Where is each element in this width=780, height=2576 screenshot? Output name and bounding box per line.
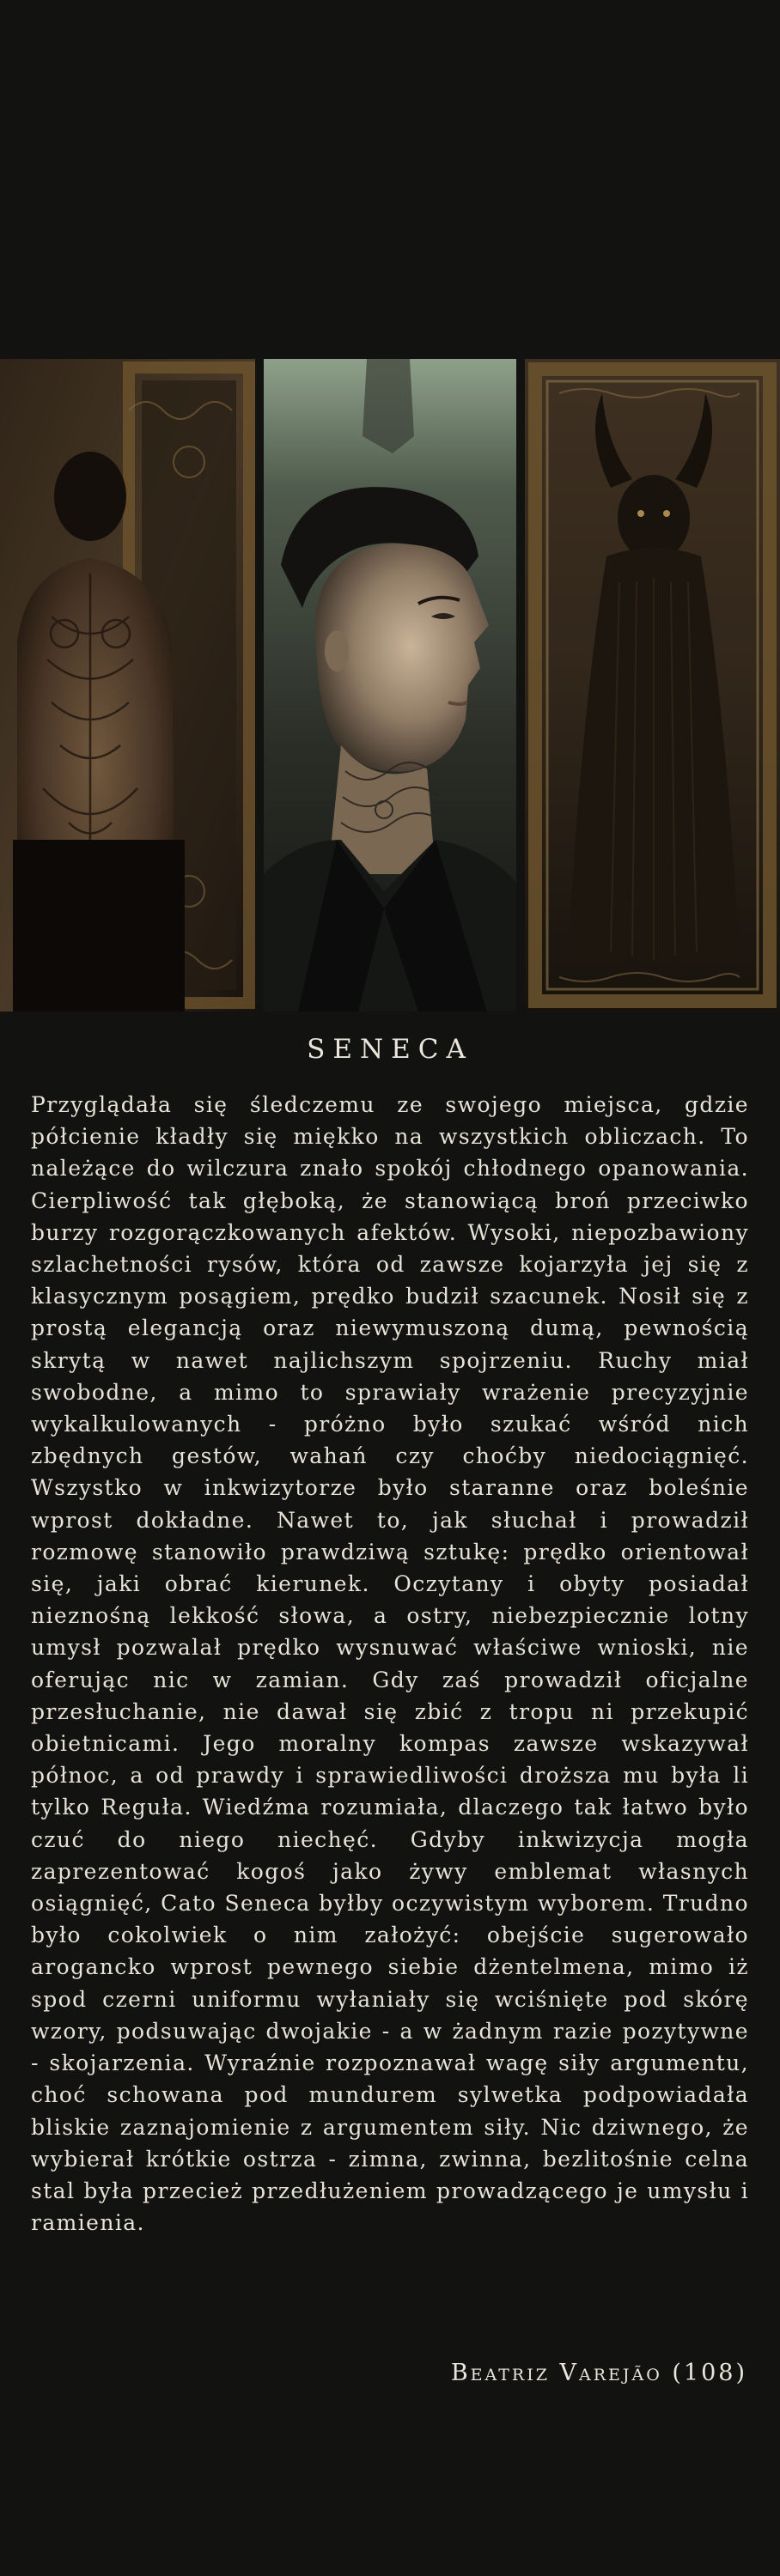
character-description: Przyglądała się śledczemu ze swojego miejsca, gdzie półcienie kładły się miękko na wszystkich obliczach. To należące do wilczura znało spokój chłodnego opanowania. Cierpliwość tak głęboką, że stanowiącą broń przeciwko burzy rozgorączkowanych afektów. Wysoki, niepozbawiony szlachetności rysów, która od zawsze kojarzyła jej się z klasycznym posągiem, prędko budził szacunek. Nosił się z prostą elegancją oraz niewymuszoną dumą, pewnością skrytą w nawet najlichszym spojrzeniu. Ruchy miał swobodne, a mimo to sprawiały wrażenie precyzyjnie wykalkulowanych - próżno było szukać wśród nich zbędnych gestów, wahań czy choćby niedociągnięć. Wszystko w inkwizytorze było staranne oraz boleśnie wprost dokładne. Nawet to, jak słuchał i prowadził rozmowę stanowiło prawdziwą sztukę: prędko orientował się, jaki obrać kierunek. Oczytany i obyty posiadał nieznośną lekkość słowa, a ostry, niebezpiecznie lotny umysł pozwalał prędko wysnuwać właściwe wnioski, nie oferując nic w zamian. Gdy zaś prowadził oficjalne przesłuchanie, nie dawał się zbić z tropu ni przekupić obietnicami. Jego moralny kompas zawsze wskazywał północ, a od prawdy i sprawiedliwości droższa mu była li tylko Reguła. Wiedźma rozumiała, dlaczego tak łatwo było czuć do niego niechęć. Gdyby inkwizycja mogła zaprezentować kogoś jako żywy emblemat własnych osiągnięć, Cato Seneca byłby oczywistym wyborem. Trudno było cokolwiek o nim założyć: obejście sugerowało arogancko wprost pewnego siebie dżentelmena, mimo iż spod czerni uniformu wyłaniały się wciśnięte pod skórę wzory, podsuwając dwojakie - a w żadnym razie pozytywne - skojarzenia. Wyraźnie rozpoznawał wagę siły argumentu, choć schowana pod mundurem sylwetka podpowiadała bliskie zaznajomienie z argumentem siły. Nic dziwnego, że wybierał krótkie ostrza - zimna, zwinna, bezlitośnie celna stal była przecież przedłużeniem prowadzącego je umysłu i ramienia. xyxy=(31,1092,749,2236)
top-empty-space xyxy=(0,0,780,359)
horned-figure-icon xyxy=(525,359,780,1012)
image-triptych xyxy=(0,359,780,1012)
portrait-face-icon xyxy=(264,359,516,1012)
image-panel-middle xyxy=(264,359,516,1012)
portrait-back-icon xyxy=(0,359,255,1012)
image-panel-right xyxy=(525,359,780,1012)
character-title: SENECA xyxy=(307,1034,473,1065)
author-signature: Beatriz Varejão (108) xyxy=(450,2360,747,2386)
image-panel-left xyxy=(0,359,255,1012)
